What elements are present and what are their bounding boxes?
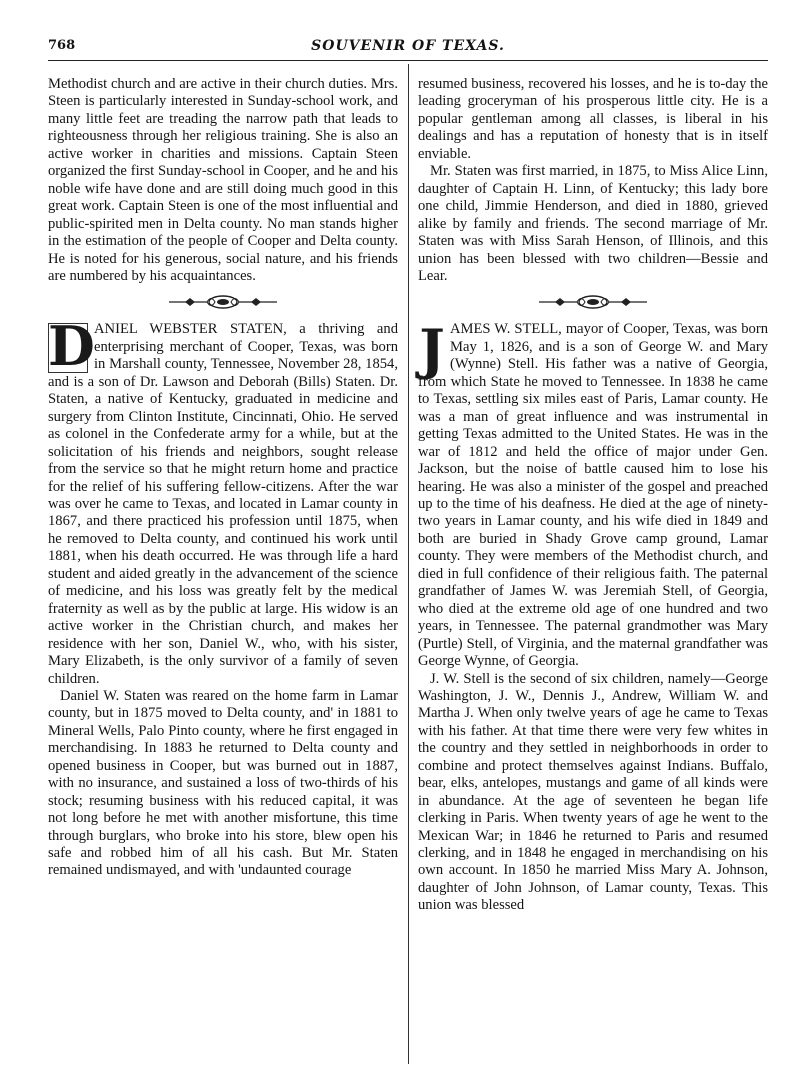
page-header <box>48 38 768 60</box>
staten-paragraph-3: Mr. Staten was first married, in 1875, to Miss Alice Linn, daughter of Captain H. Linn, of Kentucky; this lady bore one child, Jimmie Henderson, and died in 1880, grieved alike by family and friends. The second marriage of Mr. Staten was with Miss Sarah Henson, of Illinois, and this union has been blessed with two children—Bessie and Lear. <box>418 163 768 284</box>
left-column <box>48 76 398 880</box>
stell-intro-paragraph: AMES W. STELL, mayor of Cooper, Texas, was born May 1, 1826, and is a son of George W. and Mary (Wynne) Stell. His father was a native of Georgia, from which State he moved to Tennessee. In 1838 he came to Texas, settling six miles east of Paris, Lamar county. He was a man of great influence and was instrumental in getting Texas admitted to the United States. He was in the war of 1812 and held the office of major under Gen. Jackson, but the noise of battle caused him to lose his hearing. He was also a minister of the gospel and preached up to the time of his deafness. He died at the age of ninety-two years in Lamar county, and his wife died in 1849 and both are buried in Shady Grove camp ground, Lamar county. They were members of the Methodist church, and died in full confidence of their religious faith. The paternal grandfather of James W. was Jeremiah Stell, of Georgia, who died at the extreme old age of one hundred and two years, in Tennessee. The paternal grandmother was Mary (Purtle) Stell, of Virginia, and the maternal grandfather was George Wynne, of Georgia. <box>418 321 768 670</box>
running-title: SOUVENIR OF TEXAS. <box>311 38 505 54</box>
staten-paragraph-2: Daniel W. Staten was reared on the home farm in Lamar county, but in 1875 moved to Delta county, and' in 1881 to Mineral Wells, Palo Pinto county, where he first engaged in merchandising. In 1883 he returned to Delta county and opened business in Cooper, but was burned out in 1887, with no insurance, and sustained a loss of two-thirds of his stock; resuming business with his reduced capital, it was not long before he met with another misfortune, this time through burglars, who broke into his store, blew open his safe and robbed him of all his cash. But Mr. Staten remained undismayed, and with 'undaunted courage <box>48 687 398 879</box>
staten-biography <box>48 314 398 880</box>
page-number: 768 <box>48 38 76 53</box>
steen-continued-paragraph: Methodist church and are active in their church duties. Mrs. Steen is particularly interested in Sunday-school work, and many little feet are treading the narrow path that leads to righteousness through her religious training. She is also an active worker in charities and missions. Captain Steen organized the first Sunday-school in Cooper, and he and his noble wife have done and are still doing much good in this great work. Captain Steen is one of the most influential and public-spirited men in Delta county. No man stands higher in the estimation of the people of Cooper and Delta county. He is noted for his generous, social nature, and his friends are numbered by his acquaintances. <box>48 76 398 284</box>
column-divider <box>408 64 409 1064</box>
staten-intro-paragraph: ANIEL WEBSTER STATEN, a thriving and enterprising merchant of Cooper, Texas, was born in Marshall county, Tennessee, November 28, 1854, and is a son of Dr. Lawson and Deborah (Bills) Staten. Dr. Staten, a native of Kentucky, graduated in medicine and surgery from Clinton Institute, Cincinnati, Ohio. He served as colonel in the Confederate army for a while, but at the solicitation of his friends and neighbors, sought release from the service so that he might return home and practice for the relief of his suffering fellow-citizens. After the war was over he came to Texas, and located in Lamar county in 1867, and there practiced his profession until 1875, when he removed to Delta county, and continued his work until 1881, when his death occurred. He was through life a hard student and aided greatly in the advancement of the science of medicine, and his loss was greatly felt by the medical fraternity as well as by the public at large. His widow is an active worker in the Christian church, and makes her residence with her son, Daniel W., who, with his sister, Mary Elizabeth, is the only survivor of a family of seven children. <box>48 321 398 687</box>
header-rule <box>48 60 768 61</box>
stell-paragraph-2: J. W. Stell is the second of six children, namely—George Washington, J. W., Dennis J., Andrew, William W. and Martha J. When only twelve years of age he came to Texas with his father. At that time there were very few whites in the country and they settled in neighborhoods in order to combine and protect themselves against Indians. Buffalo, bear, elks, antelopes, mustangs and game of all kinds were in abundance. At the age of seventeen he began life clerking in Paris. When twenty years of age he went to the Mexican War; in 1846 he returned to Paris and resumed clerking, and in 1848 he engaged in merchandising on his own account. In 1850 he married Miss Mary A. Johnson, daughter of John Johnson, of Lamar county, Texas. This union was blessed <box>418 670 768 914</box>
staten-paragraph-2-continued: resumed business, recovered his losses, and he is to-day the leading groceryman of his prosperous little city. He is a popular gentleman among all classes, is liberal in his dealings and has a reputation of honesty that is in itself enviable. <box>418 76 768 162</box>
initial-letter-j: J <box>419 317 445 382</box>
initial-letter-d: D <box>48 314 95 379</box>
stell-biography <box>418 317 768 914</box>
right-column <box>418 76 768 915</box>
decorative-flourish-icon <box>418 292 768 312</box>
ornamental-initial-d <box>48 314 95 379</box>
decorative-flourish-icon <box>48 292 398 312</box>
